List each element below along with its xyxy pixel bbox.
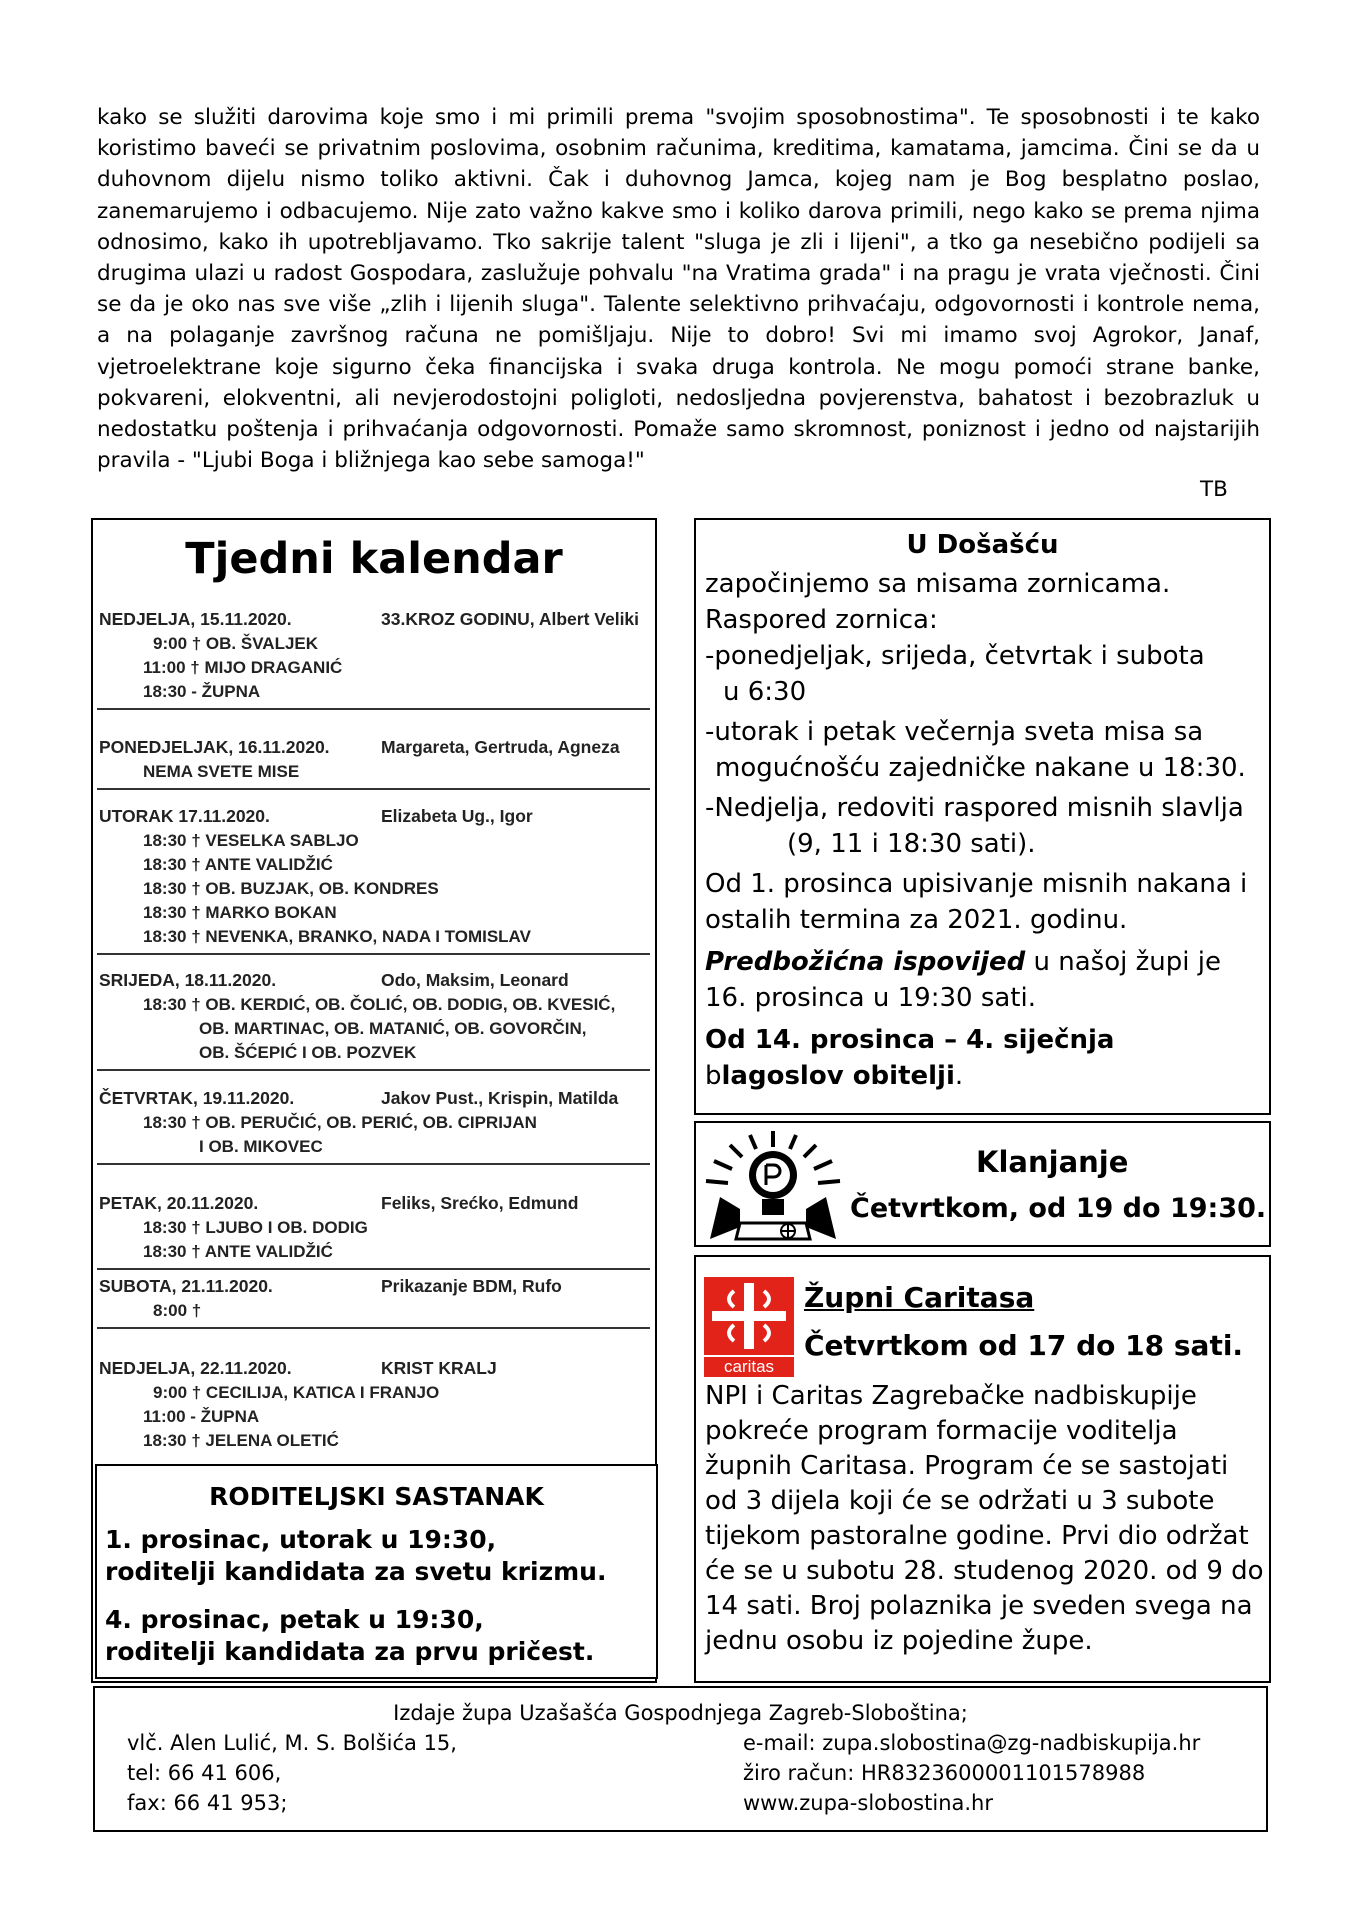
calendar-day — [97, 1085, 657, 1165]
advent-line-b: b — [705, 1061, 722, 1091]
mass-entry: 18:30 † LJUBO I OB. DODIG — [143, 1218, 368, 1237]
mass-entry: 9:00 † OB. ŠVALJEK — [153, 634, 319, 653]
advent-line: Od 1. prosinca upisivanje misnih nakana i — [705, 869, 1248, 899]
day-divider — [97, 708, 650, 710]
meeting-item-2-line2: roditelji kandidata za prvu pričest. — [105, 1637, 595, 1666]
day-divider — [97, 788, 650, 790]
advent-line: ostalih termina za 2021. godinu. — [705, 905, 1128, 935]
day-divider — [97, 953, 650, 955]
caritas-cross-icon — [704, 1277, 794, 1355]
caritas-time: Četvrtkom od 17 do 18 sati. — [804, 1329, 1244, 1362]
mass-entry: 8:00 † — [153, 1301, 202, 1320]
mass-entry: NEMA SVETE MISE — [143, 762, 300, 781]
advent-line: Od 14. prosinca – 4. siječnja — [705, 1025, 1115, 1055]
advent-line: Raspored zornica: — [705, 605, 938, 635]
calendar-day-header — [97, 803, 657, 829]
calendar-day-date: UTORAK 17.11.2020. — [99, 805, 270, 826]
footer-contacts — [743, 1728, 1200, 1818]
day-divider — [97, 1268, 650, 1270]
intro-paragraph — [97, 102, 1260, 480]
advent-line: u 6:30 — [723, 677, 807, 707]
footer-iban: žiro račun: HR8323600001101578988 — [743, 1761, 1146, 1785]
intro-signature: TB — [1200, 477, 1228, 502]
calendar-day-header — [97, 1355, 657, 1381]
adoration-time: Četvrtkom, od 19 do 19:30. — [850, 1193, 1267, 1224]
footer-email: e-mail: zupa.slobostina@zg-nadbiskupija.hr — [743, 1731, 1201, 1755]
calendar-day-header — [97, 967, 657, 993]
caritas-logo — [704, 1277, 794, 1377]
meeting-item-1 — [105, 1524, 650, 1588]
advent-line: -Nedjelja, redoviti raspored misnih slavlja — [705, 793, 1244, 823]
mass-entry: 18:30 † MARKO BOKAN — [143, 903, 337, 922]
day-divider — [97, 1163, 650, 1165]
mass-entry: 18:30 † ANTE VALIDŽIĆ — [143, 1242, 333, 1261]
advent-line-rest: u našoj župi je — [1025, 947, 1221, 977]
blessing-label: lagoslov obitelji — [721, 1061, 955, 1091]
meeting-item-1-line2: roditelji kandidata za svetu krizmu. — [105, 1557, 607, 1586]
mass-entry: 18:30 † VESELKA SABLJO — [143, 831, 359, 850]
calendar-title: Tjedni kalendar — [185, 534, 563, 584]
calendar-day-header — [97, 734, 657, 760]
mass-entry: 11:00 † MIJO DRAGANIĆ — [143, 658, 343, 677]
advent-line: -ponedjeljak, srijeda, četvrtak i subota — [705, 641, 1205, 671]
caritas-logo-text: caritas — [704, 1357, 794, 1377]
advent-text — [705, 566, 1265, 1094]
mass-entry: I OB. MIKOVEC — [199, 1137, 323, 1156]
mass-entry: OB. ŠĆEPIĆ I OB. POZVEK — [199, 1043, 417, 1062]
calendar-day-header — [97, 606, 657, 632]
calendar-day-date: SRIJEDA, 18.11.2020. — [99, 969, 277, 990]
advent-title: U Došašću — [906, 530, 1059, 560]
footer-address — [127, 1728, 457, 1818]
advent-line — [705, 1058, 1265, 1094]
calendar-day-saints: Jakov Pust., Krispin, Matilda — [381, 1087, 619, 1108]
advent-box — [694, 518, 1271, 1115]
mass-entry: 18:30 † NEVENKA, BRANKO, NADA I TOMISLAV — [143, 927, 531, 946]
footer-tel: tel: 66 41 606, — [127, 1761, 282, 1785]
advent-line: (9, 11 i 18:30 sati). — [787, 829, 1036, 859]
advent-line: -utorak i petak večernja sveta misa sa — [705, 717, 1204, 747]
confession-label: Predbožićna ispovijed — [705, 947, 1026, 977]
mass-entry: 18:30 - ŽUPNA — [143, 682, 261, 701]
calendar-day — [97, 1190, 657, 1270]
calendar-day — [97, 1355, 657, 1453]
adoration-title: Klanjanje — [976, 1145, 1129, 1179]
advent-line: započinjemo sa misama zornicama. — [705, 569, 1171, 599]
calendar-day — [97, 803, 657, 955]
mass-entry: 9:00 † CECILIJA, KATICA I FRANJO — [153, 1383, 440, 1402]
calendar-day-saints: Elizabeta Ug., Igor — [381, 805, 533, 826]
calendar-day-header — [97, 1190, 657, 1216]
mass-entry: 18:30 † OB. BUZJAK, OB. KONDRES — [143, 879, 439, 898]
parents-meeting-box — [95, 1464, 658, 1679]
mass-entry: 18:30 † OB. KERDIĆ, OB. ČOLIĆ, OB. DODIG, OB. KVESIĆ, — [143, 995, 616, 1014]
calendar-day — [97, 967, 657, 1071]
footer-box — [93, 1686, 1268, 1832]
calendar-day-date: SUBOTA, 21.11.2020. — [99, 1275, 273, 1296]
calendar-day-saints: Feliks, Srećko, Edmund — [381, 1192, 579, 1213]
footer-web: www.zupa-slobostina.hr — [743, 1791, 993, 1815]
calendar-day-date: NEDJELJA, 15.11.2020. — [99, 608, 292, 629]
day-divider — [97, 1069, 650, 1071]
calendar-day-date: PONEDJELJAK, 16.11.2020. — [99, 736, 330, 757]
calendar-day — [97, 1273, 657, 1329]
mass-entry: 18:30 † ANTE VALIDŽIĆ — [143, 855, 333, 874]
calendar-day-date: ČETVRTAK, 19.11.2020. — [99, 1087, 295, 1108]
footer-priest: vlč. Alen Lulić, M. S. Bolšića 15, — [127, 1731, 457, 1755]
calendar-day-date: PETAK, 20.11.2020. — [99, 1192, 259, 1213]
mass-entry: 11:00 - ŽUPNA — [143, 1407, 260, 1426]
meeting-item-2-line1: 4. prosinac, petak u 19:30, — [105, 1605, 484, 1634]
calendar-day-saints: 33.KROZ GODINU, Albert Veliki — [381, 608, 640, 629]
advent-line: 16. prosinca u 19:30 sati. — [705, 983, 1036, 1013]
caritas-box — [694, 1255, 1271, 1683]
mass-entry: 18:30 † OB. PERUČIĆ, OB. PERIĆ, OB. CIPRIJAN — [143, 1113, 537, 1132]
calendar-day — [97, 734, 657, 790]
calendar-day — [97, 606, 657, 710]
intro-text: kako se služiti darovima koje smo i mi primili prema "svojim sposobnostima". Te sposobnosti i te kako koristimo baveći se privatnim poslovima, osobnim računima, kreditima, kamatama, jamcima. Čini se da u duhovnom dijelu nismo toliko aktivni. Čak i duhovnog Jamca, kojeg nam je Bog besplatno poslao, zanemarujemo i odbacujemo. Nije zato važno kakve smo i koliko darova primili, nego kako se prema njima odnosimo, kako ih upotrebljavamo. Tko sakrije talent "sluga je zli i lijeni", a tko ga nesebično podijeli sa drugima ulazi u radost Gospodara, zaslužuje pohvalu "na Vratima grada" i na pragu je vrata vječnosti. Čini se da je oko nas sve više „zlih i lijenih sluga". Talente selektivno prihvaćaju, odgovornosti i kontrole nema, a na polaganje završnog računa ne pomišljaju. Nije to dobro! Svi mi imamo svoj Agrokor, Janaf, vjetroelektrane koje sigurno čeka financijska i svaka druga kontrola. Ne mogu pomoći strane banke, pokvareni, elokventni, ali nevjerodostojni poligloti, nedosljedna povjerenstva, bahatost i bezobrazluk u nedostatku poštenja i prihvaćanja odgovornosti. Pomaže samo skromnost, poniznost i jedno od najstarijih pravila - "Ljubi Boga i bližnjega kao sebe samoga!" — [97, 105, 1260, 474]
calendar-day-saints: KRIST KRALJ — [381, 1357, 497, 1378]
calendar-day-header — [97, 1085, 657, 1111]
caritas-text: NPI i Caritas Zagrebačke nadbiskupije pokreće program formacije voditelja župnih Caritasa. Program će se sastojati od 3 dijela koji će se održati u 3 subote tijekom pastoralne godine. Prvi dio održat će se u subotu 28. studenog 2020. od 9 do 14 sati. Broj polaznika je sveden svega na jednu osobu iz pojedine župe. — [705, 1381, 1264, 1656]
adoration-box — [694, 1121, 1271, 1247]
caritas-title: Župni Caritasa — [804, 1281, 1035, 1314]
advent-line-dot: . — [954, 1061, 964, 1091]
advent-line — [705, 944, 1265, 980]
mass-entry: OB. MARTINAC, OB. MATANIĆ, OB. GOVORČIN, — [199, 1019, 587, 1038]
advent-line: mogućnošću zajedničke nakane u 18:30. — [715, 753, 1246, 783]
footer-publisher: Izdaje župa Uzašašća Gospodnjega Zagreb-Sloboština; — [393, 1701, 968, 1725]
calendar-day-saints: Odo, Maksim, Leonard — [381, 969, 569, 990]
calendar-day-saints: Prikazanje BDM, Rufo — [381, 1275, 562, 1296]
meeting-title: RODITELJSKI SASTANAK — [209, 1482, 544, 1511]
meeting-item-2 — [105, 1604, 650, 1668]
meeting-item-1-line1: 1. prosinac, utorak u 19:30, — [105, 1525, 497, 1554]
calendar-day-saints: Margareta, Gertruda, Agneza — [381, 736, 620, 757]
day-divider — [97, 1327, 650, 1329]
mass-entry: 18:30 † JELENA OLETIĆ — [143, 1431, 339, 1450]
calendar-day-header — [97, 1273, 657, 1299]
monstrance-icon — [700, 1127, 846, 1243]
calendar-day-date: NEDJELJA, 22.11.2020. — [99, 1357, 292, 1378]
footer-fax: fax: 66 41 953; — [127, 1791, 288, 1815]
